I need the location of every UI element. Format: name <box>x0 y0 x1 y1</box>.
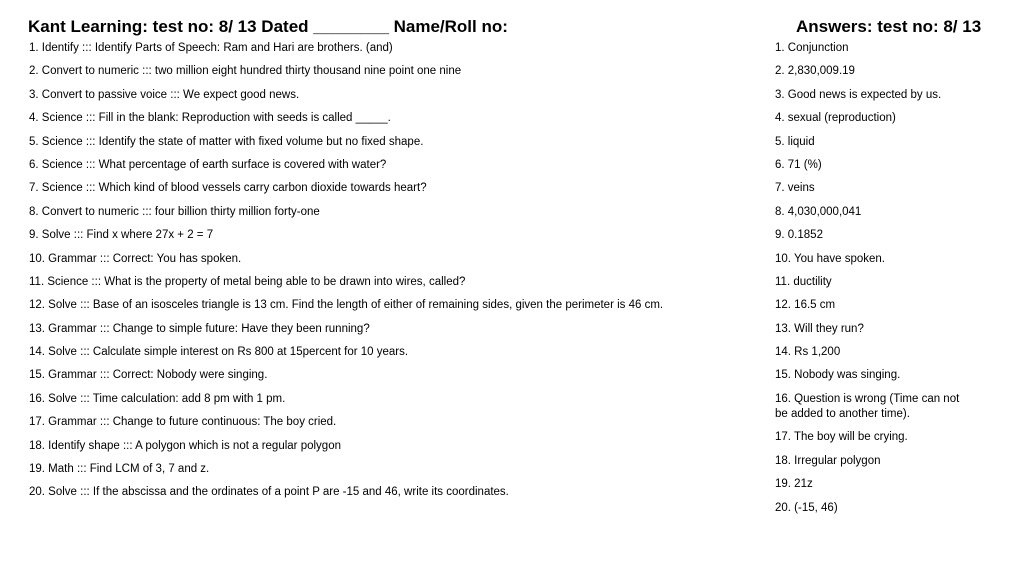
question-item: 16. Solve ::: Time calculation: add 8 pm with 1 pm. <box>29 392 286 405</box>
answer-item: 15. Nobody was singing. <box>775 369 901 382</box>
question-item: 2. Convert to numeric ::: two million eight hundred thirty thousand nine point one nine <box>29 65 462 78</box>
answer-item: 19. 21z <box>775 478 813 491</box>
question-item: 3. Convert to passive voice ::: We expect good news. <box>29 88 300 101</box>
question-item: 13. Grammar ::: Change to simple future: Have they been running? <box>29 322 370 335</box>
question-item: 10. Grammar ::: Correct: You has spoken. <box>29 252 242 265</box>
answer-item: 9. 0.1852 <box>775 229 823 242</box>
question-item: 11. Science ::: What is the property of metal being able to be drawn into wires, called? <box>29 275 466 288</box>
question-item: 20. Solve ::: If the abscissa and the ordinates of a point P are -15 and 46, write its coordinates. <box>29 486 509 499</box>
answer-item: 12. 16.5 cm <box>775 299 836 312</box>
question-item: 6. Science ::: What percentage of earth surface is covered with water? <box>29 158 387 171</box>
answer-item: 5. liquid <box>775 135 815 148</box>
question-item: 12. Solve ::: Base of an isosceles triangle is 13 cm. Find the length of either of remaining sides, given the perimeter is 46 cm. <box>29 299 664 312</box>
question-item: 9. Solve ::: Find x where 27x + 2 = 7 <box>29 229 214 242</box>
test-title: Kant Learning: test no: 8/ 13 Dated ________ Name/Roll no: <box>28 17 508 36</box>
answers-list <box>775 41 975 524</box>
question-item: 14. Solve ::: Calculate simple interest on Rs 800 at 15percent for 10 years. <box>29 346 409 359</box>
answer-item: 20. (-15, 46) <box>775 501 838 514</box>
question-item: 7. Science ::: Which kind of blood vessels carry carbon dioxide towards heart? <box>29 182 427 195</box>
answer-item: 2. 2,830,009.19 <box>775 65 855 78</box>
answers-title: Answers: test no: 8/ 13 <box>796 17 982 36</box>
question-item: 4. Science ::: Fill in the blank: Reproduction with seeds is called _____. <box>29 112 391 125</box>
question-item: 15. Grammar ::: Correct: Nobody were singing. <box>29 369 268 382</box>
answer-item: 3. Good news is expected by us. <box>775 88 942 101</box>
questions-list <box>29 41 749 509</box>
answer-item: 11. ductility <box>775 275 832 288</box>
answer-item: 4. sexual (reproduction) <box>775 112 896 125</box>
answer-item: 10. You have spoken. <box>775 252 885 265</box>
answer-item: 6. 71 (%) <box>775 158 822 171</box>
answer-item: 17. The boy will be crying. <box>775 431 908 444</box>
question-item: 8. Convert to numeric ::: four billion thirty million forty-one <box>29 205 320 218</box>
answer-item: 18. Irregular polygon <box>775 454 881 467</box>
question-item: 17. Grammar ::: Change to future continuous: The boy cried. <box>29 416 337 429</box>
question-item: 1. Identify ::: Identify Parts of Speech: Ram and Hari are brothers. (and) <box>29 42 393 54</box>
question-item: 18. Identify shape ::: A polygon which is not a regular polygon <box>29 439 341 452</box>
question-item: 19. Math ::: Find LCM of 3, 7 and z. <box>29 463 210 476</box>
answer-item: 8. 4,030,000,041 <box>775 205 862 218</box>
answer-item: 13. Will they run? <box>775 322 864 335</box>
answer-item: 7. veins <box>775 182 815 195</box>
answer-item: 16. Question is wrong (Time can not be added to another time). <box>775 392 960 420</box>
question-item: 5. Science ::: Identify the state of matter with fixed volume but no fixed shape. <box>29 135 424 148</box>
answer-item: 1. Conjunction <box>775 42 849 54</box>
answer-item: 14. Rs 1,200 <box>775 346 841 359</box>
